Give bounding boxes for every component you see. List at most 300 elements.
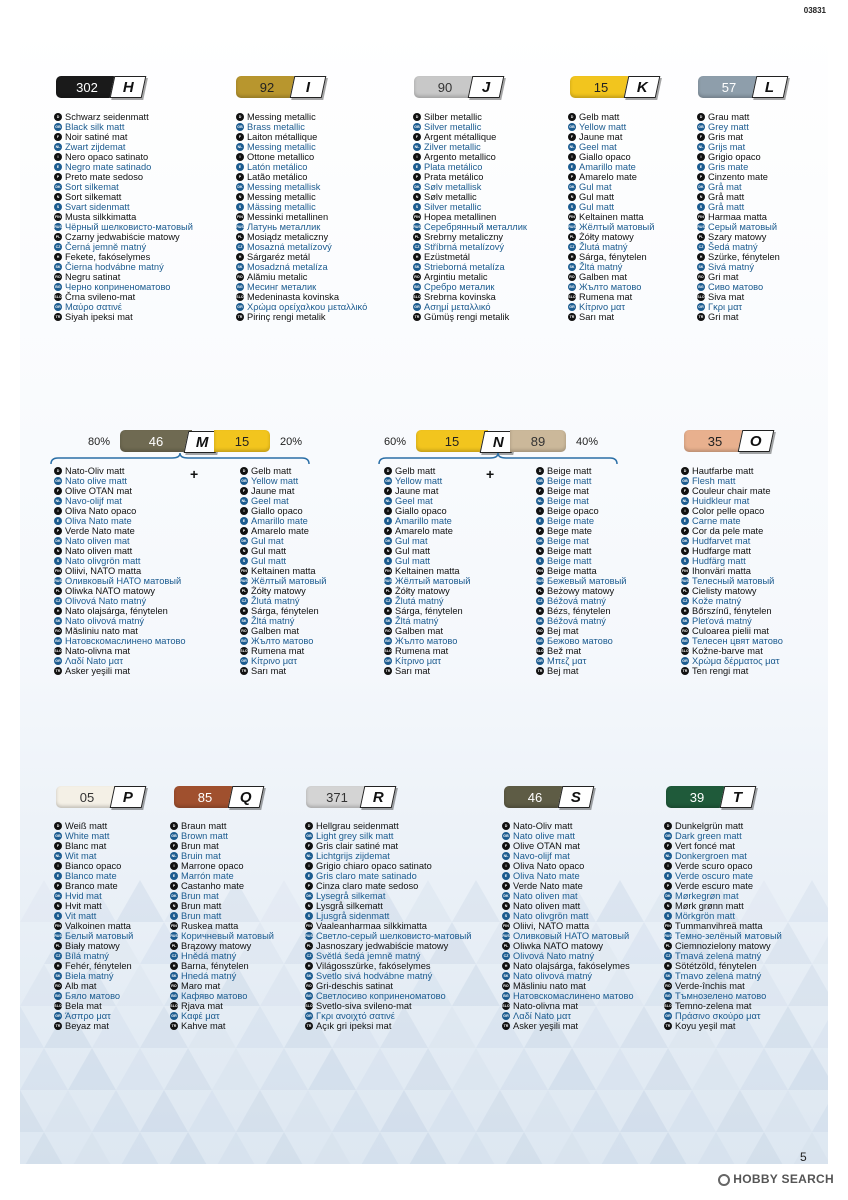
color-name: Blanco mate bbox=[65, 871, 117, 881]
language-code-badge: SLO bbox=[384, 649, 392, 653]
paint-letter: J bbox=[481, 78, 491, 96]
color-name: Λαδί Nato ματ bbox=[65, 656, 124, 666]
list-item bbox=[502, 961, 634, 971]
color-name: Gri mat bbox=[708, 312, 739, 322]
color-name: Латунь металлик bbox=[247, 222, 321, 232]
list-item bbox=[681, 496, 783, 506]
language-code-badge: I bbox=[664, 862, 672, 870]
color-name: Ασημί μεταλλικό bbox=[424, 302, 491, 312]
list-item bbox=[681, 596, 783, 606]
language-code-badge: I bbox=[54, 507, 62, 515]
language-code-badge: CZ bbox=[306, 954, 312, 958]
color-name: Nato olajsárga, fakóselymes bbox=[513, 961, 630, 971]
language-code-badge: TR bbox=[55, 669, 61, 673]
language-code-badge: D bbox=[236, 113, 244, 121]
list-item bbox=[384, 666, 470, 676]
color-name: Geel mat bbox=[395, 496, 433, 506]
language-code-badge: RO bbox=[698, 275, 704, 279]
language-code-badge: SK bbox=[665, 974, 671, 978]
paint-letter: P bbox=[122, 788, 133, 806]
list-item bbox=[236, 192, 367, 202]
language-code-badge: S bbox=[413, 203, 421, 211]
color-name: Galben mat bbox=[579, 272, 628, 282]
language-code-badge: TR bbox=[306, 1024, 312, 1028]
list-item bbox=[502, 881, 634, 891]
list-item bbox=[240, 466, 326, 476]
language-code-badge: GR bbox=[537, 659, 543, 663]
list-item bbox=[54, 576, 186, 586]
list-item bbox=[536, 606, 626, 616]
paint-swatch bbox=[306, 786, 368, 808]
color-name: Hudfarvet mat bbox=[692, 536, 751, 546]
list-item bbox=[568, 302, 654, 312]
color-name: Svetlo-siva svileno-mat bbox=[316, 1001, 412, 1011]
color-name: Mørk grønn matt bbox=[675, 901, 744, 911]
list-item bbox=[536, 646, 626, 656]
color-name: Ezüstmetál bbox=[424, 252, 470, 262]
list-item bbox=[568, 182, 654, 192]
language-code-badge: SK bbox=[55, 974, 61, 978]
language-code-badge: H bbox=[54, 253, 62, 261]
list-item bbox=[54, 262, 193, 272]
color-name: Világosszürke, fakóselymes bbox=[316, 961, 431, 971]
background-triangle bbox=[644, 1048, 692, 1090]
paint-swatch bbox=[236, 76, 298, 98]
color-name: Noir satiné mat bbox=[65, 132, 128, 142]
language-code-badge: SK bbox=[237, 265, 243, 269]
language-code-badge: DK bbox=[241, 539, 247, 543]
color-name: Ten rengi mat bbox=[692, 666, 749, 676]
list-item bbox=[664, 821, 782, 831]
list-item bbox=[54, 881, 133, 891]
watermark bbox=[718, 1172, 834, 1186]
language-code-badge: H bbox=[413, 253, 421, 261]
color-name: Месинг металик bbox=[247, 282, 317, 292]
color-name-list bbox=[502, 821, 634, 1031]
language-code-badge: N bbox=[54, 193, 62, 201]
language-code-badge: PL bbox=[537, 589, 543, 593]
language-code-badge: SLO bbox=[681, 649, 689, 653]
color-name: Gris mate bbox=[708, 162, 749, 172]
language-code-badge: DK bbox=[237, 185, 243, 189]
color-name: Ruskea matta bbox=[181, 921, 239, 931]
list-item bbox=[384, 606, 470, 616]
paint-number: 57 bbox=[721, 79, 737, 95]
language-code-badge: FIN bbox=[569, 215, 575, 219]
language-code-badge: TR bbox=[237, 315, 243, 319]
list-item bbox=[413, 262, 527, 272]
list-item bbox=[170, 1021, 274, 1031]
language-code-badge: D bbox=[54, 822, 62, 830]
color-name: Телесен цвят матово bbox=[692, 636, 783, 646]
language-code-badge: F bbox=[502, 842, 510, 850]
language-code-badge: P bbox=[681, 527, 689, 535]
list-item bbox=[664, 871, 782, 881]
color-name: Béžová matný bbox=[547, 616, 606, 626]
list-item bbox=[54, 172, 193, 182]
list-item bbox=[384, 536, 470, 546]
language-code-badge: SLO bbox=[536, 649, 544, 653]
language-code-badge: CZ bbox=[569, 245, 575, 249]
color-name: Donkergroen mat bbox=[675, 851, 747, 861]
list-item bbox=[536, 526, 626, 536]
color-name: Бежово матово bbox=[547, 636, 613, 646]
language-code-badge: GR bbox=[171, 1014, 177, 1018]
list-item bbox=[568, 192, 654, 202]
list-item bbox=[568, 292, 654, 302]
color-name: Grijs mat bbox=[708, 142, 746, 152]
language-code-badge: S bbox=[54, 557, 62, 565]
plus-sign: + bbox=[190, 466, 199, 482]
color-name: Giallo opaco bbox=[579, 152, 631, 162]
list-item bbox=[413, 242, 527, 252]
list-item bbox=[54, 242, 193, 252]
language-code-badge: N bbox=[568, 193, 576, 201]
color-name: Biela matný bbox=[65, 971, 114, 981]
color-name: Măsliniu nato mat bbox=[65, 626, 138, 636]
list-item bbox=[413, 172, 527, 182]
language-code-badge: BG bbox=[665, 994, 671, 998]
color-name: Amarillo mate bbox=[579, 162, 636, 172]
color-name: Жёлтый матовый bbox=[251, 576, 327, 586]
color-name: Srebrna kovinska bbox=[424, 292, 496, 302]
list-item bbox=[384, 616, 470, 626]
color-name: Bela mat bbox=[65, 1001, 102, 1011]
paint-badge-i bbox=[236, 76, 324, 98]
paint-letter: R bbox=[372, 788, 384, 806]
list-item bbox=[413, 132, 527, 142]
background-triangle bbox=[404, 1048, 452, 1090]
color-name: Beige mat bbox=[547, 496, 589, 506]
list-item bbox=[170, 831, 274, 841]
list-item bbox=[502, 861, 634, 871]
list-item bbox=[568, 312, 654, 322]
list-item bbox=[681, 656, 783, 666]
color-name: Beige opaco bbox=[547, 506, 599, 516]
color-name: Gri-deschis satinat bbox=[316, 981, 393, 991]
language-code-badge: D bbox=[54, 113, 62, 121]
paint-number: 05 bbox=[79, 789, 95, 805]
list-item bbox=[697, 242, 780, 252]
list-item bbox=[170, 961, 274, 971]
background-triangle bbox=[812, 1006, 828, 1048]
list-item bbox=[54, 132, 193, 142]
color-name-list bbox=[236, 112, 367, 322]
list-item bbox=[568, 172, 654, 182]
color-name: Navo-olijf mat bbox=[65, 496, 122, 506]
list-item bbox=[664, 951, 782, 961]
color-name: Couleur chair mate bbox=[692, 486, 771, 496]
language-code-badge: E bbox=[697, 163, 705, 171]
color-name: Καφέ ματ bbox=[181, 1011, 220, 1021]
language-code-badge: RO bbox=[241, 629, 247, 633]
paint-number: 92 bbox=[259, 79, 275, 95]
language-code-badge: E bbox=[681, 517, 689, 525]
list-item bbox=[384, 656, 470, 666]
list-item bbox=[664, 901, 782, 911]
list-item bbox=[54, 556, 186, 566]
color-name: Beige mat bbox=[547, 536, 589, 546]
list-item bbox=[502, 871, 634, 881]
list-item bbox=[568, 252, 654, 262]
language-code-badge: BG bbox=[55, 639, 61, 643]
color-name: Grigio opaco bbox=[708, 152, 761, 162]
language-code-badge: F bbox=[305, 842, 313, 850]
list-item bbox=[697, 182, 780, 192]
list-item bbox=[305, 861, 472, 871]
color-name: Χρώμα ορείχαλκου μεταλλικό bbox=[247, 302, 368, 312]
language-code-badge: FIN bbox=[414, 215, 420, 219]
color-name: Rumena mat bbox=[251, 646, 305, 656]
background-triangle bbox=[620, 1090, 668, 1132]
color-name: Fekete, fakóselymes bbox=[65, 252, 151, 262]
language-code-badge: PL bbox=[241, 589, 247, 593]
list-item bbox=[681, 626, 783, 636]
color-name: Brun mat bbox=[181, 891, 219, 901]
paint-swatch bbox=[56, 76, 118, 98]
list-item bbox=[568, 232, 654, 242]
language-code-badge: FIN bbox=[55, 924, 61, 928]
background-triangle bbox=[44, 1090, 92, 1132]
color-name: Gelb matt bbox=[251, 466, 292, 476]
color-name: Bej mat bbox=[547, 626, 579, 636]
list-item bbox=[681, 636, 783, 646]
language-code-badge: SLO bbox=[568, 295, 576, 299]
list-item bbox=[240, 536, 326, 546]
color-name: Cor da pele mate bbox=[692, 526, 764, 536]
color-name: Amarelo mate bbox=[395, 526, 453, 536]
letter-flag bbox=[752, 76, 789, 98]
color-name: Giallo opaco bbox=[395, 506, 447, 516]
color-name-list bbox=[536, 466, 626, 676]
language-code-badge: DK bbox=[171, 894, 177, 898]
language-code-badge: SLO bbox=[413, 295, 421, 299]
language-code-badge: E bbox=[54, 872, 62, 880]
list-item bbox=[236, 242, 367, 252]
list-item bbox=[240, 656, 326, 666]
list-item bbox=[413, 122, 527, 132]
color-name: Argent métallique bbox=[424, 132, 497, 142]
language-code-badge: GR bbox=[241, 659, 247, 663]
color-name: Blanc mat bbox=[65, 841, 107, 851]
color-name: Sarı mat bbox=[251, 666, 287, 676]
color-name: Olivová Nato matný bbox=[65, 596, 147, 606]
list-item bbox=[384, 586, 470, 596]
color-name: Light grey silk matt bbox=[316, 831, 394, 841]
list-item bbox=[413, 162, 527, 172]
color-name: Black silk matt bbox=[65, 122, 125, 132]
color-name: Beige matta bbox=[547, 566, 597, 576]
language-code-badge: RO bbox=[414, 275, 420, 279]
color-name: Huidkleur mat bbox=[692, 496, 750, 506]
list-item bbox=[54, 486, 186, 496]
color-name: Srebrny metaliczny bbox=[424, 232, 504, 242]
list-item bbox=[170, 971, 274, 981]
background-triangle bbox=[524, 1090, 572, 1132]
color-name: Nato oliven mat bbox=[65, 536, 130, 546]
language-code-badge: BG bbox=[55, 994, 61, 998]
color-name: Beyaz mat bbox=[65, 1021, 109, 1031]
list-item bbox=[236, 162, 367, 172]
color-name: Žlutá matný bbox=[579, 242, 628, 252]
color-name-list bbox=[240, 466, 326, 676]
list-item bbox=[568, 152, 654, 162]
background-triangle bbox=[164, 1048, 212, 1090]
mix-bracket-line bbox=[51, 453, 309, 464]
color-name: Brown matt bbox=[181, 831, 229, 841]
list-item bbox=[305, 1011, 472, 1021]
language-code-badge: D bbox=[240, 467, 248, 475]
list-item bbox=[697, 302, 780, 312]
list-item bbox=[54, 272, 193, 282]
language-code-badge: DK bbox=[55, 539, 61, 543]
list-item bbox=[384, 566, 470, 576]
list-item bbox=[568, 282, 654, 292]
language-code-badge: BG bbox=[306, 994, 312, 998]
list-item bbox=[664, 911, 782, 921]
color-name-list bbox=[54, 112, 193, 322]
color-name: Bézs, fénytelen bbox=[547, 606, 611, 616]
color-name: Nato oliven matt bbox=[65, 546, 133, 556]
color-name-list bbox=[384, 466, 470, 676]
language-code-badge: E bbox=[384, 517, 392, 525]
list-item bbox=[536, 656, 626, 666]
language-code-badge: DK bbox=[55, 185, 61, 189]
language-code-badge: TR bbox=[171, 1024, 177, 1028]
language-code-badge: H bbox=[305, 962, 313, 970]
language-code-badge: PL bbox=[569, 235, 575, 239]
color-name: Rjava mat bbox=[181, 1001, 223, 1011]
paint-number: 39 bbox=[689, 789, 705, 805]
language-code-badge: GR bbox=[385, 659, 391, 663]
language-code-badge: GB bbox=[171, 834, 177, 838]
language-code-badge: F bbox=[54, 842, 62, 850]
color-name: Rumena mat bbox=[395, 646, 449, 656]
color-name: Телесный матовый bbox=[692, 576, 775, 586]
background-triangle bbox=[764, 1090, 812, 1132]
color-name: Grey matt bbox=[708, 122, 749, 132]
list-item bbox=[54, 466, 186, 476]
list-item bbox=[502, 901, 634, 911]
language-code-badge: TR bbox=[665, 1024, 671, 1028]
color-name: Brun mat bbox=[181, 841, 219, 851]
color-name: Vaaleanharmaa silkkimatta bbox=[316, 921, 427, 931]
language-code-badge: FIN bbox=[306, 924, 312, 928]
list-item bbox=[681, 466, 783, 476]
list-item bbox=[54, 202, 193, 212]
list-item bbox=[697, 172, 780, 182]
language-code-badge: DK bbox=[55, 894, 61, 898]
list-item bbox=[568, 162, 654, 172]
list-item bbox=[536, 536, 626, 546]
language-code-badge: GR bbox=[414, 305, 420, 309]
color-name: Žlutá matný bbox=[251, 596, 300, 606]
background-triangle bbox=[644, 1132, 692, 1164]
list-item bbox=[664, 961, 782, 971]
list-item bbox=[236, 122, 367, 132]
color-name: Mörkgrön matt bbox=[675, 911, 735, 921]
language-code-badge: DK bbox=[503, 894, 509, 898]
list-item bbox=[384, 556, 470, 566]
list-item bbox=[413, 202, 527, 212]
language-code-badge: CZ bbox=[237, 245, 243, 249]
language-code-badge: D bbox=[664, 822, 672, 830]
language-code-badge: NL bbox=[414, 145, 420, 149]
language-code-badge: FIN bbox=[241, 569, 247, 573]
color-name: Sort silkemat bbox=[65, 182, 119, 192]
language-code-badge: E bbox=[536, 517, 544, 525]
list-item bbox=[236, 152, 367, 162]
background-triangle bbox=[548, 1048, 596, 1090]
language-code-badge: E bbox=[568, 163, 576, 171]
color-name: Olive OTAN mat bbox=[513, 841, 580, 851]
color-name: Серебрянный металлик bbox=[424, 222, 527, 232]
list-item bbox=[240, 576, 326, 586]
color-name: Sárga, fénytelen bbox=[579, 252, 647, 262]
language-code-badge: GB bbox=[241, 479, 247, 483]
language-code-badge: GB bbox=[537, 479, 543, 483]
paint-letter: S bbox=[570, 788, 581, 806]
color-name: Šedá matný bbox=[708, 242, 758, 252]
language-code-badge: NL bbox=[698, 145, 704, 149]
list-item bbox=[54, 911, 133, 921]
language-code-badge: F bbox=[413, 133, 421, 141]
background-triangle bbox=[116, 1048, 164, 1090]
language-code-badge: BG bbox=[414, 285, 420, 289]
color-name: Siva mat bbox=[708, 292, 745, 302]
color-name-list bbox=[568, 112, 654, 322]
paint-number: 90 bbox=[437, 79, 453, 95]
list-item bbox=[536, 506, 626, 516]
list-item bbox=[236, 222, 367, 232]
language-code-badge: SK bbox=[682, 619, 688, 623]
list-item bbox=[54, 821, 133, 831]
language-code-badge: H bbox=[664, 962, 672, 970]
background-triangle bbox=[740, 1132, 788, 1164]
language-code-badge: N bbox=[697, 193, 705, 201]
language-code-badge: SLO bbox=[54, 649, 62, 653]
list-item bbox=[170, 821, 274, 831]
color-name: Geel mat bbox=[579, 142, 617, 152]
language-code-badge: I bbox=[305, 862, 313, 870]
mix-percent-right: 20% bbox=[280, 436, 303, 448]
color-name: Кафяво матово bbox=[181, 991, 248, 1001]
color-name: Messing metallic bbox=[247, 142, 316, 152]
color-name: Svetlo sivá hodvábne matný bbox=[316, 971, 433, 981]
language-code-badge: RO bbox=[171, 984, 177, 988]
color-name: Plata metálico bbox=[424, 162, 483, 172]
language-code-badge: GB bbox=[55, 125, 61, 129]
language-code-badge: TR bbox=[503, 1024, 509, 1028]
language-code-badge: P bbox=[697, 173, 705, 181]
list-item bbox=[54, 496, 186, 506]
color-name: Темно-зелёный матовый bbox=[675, 931, 782, 941]
list-item bbox=[502, 1021, 634, 1031]
color-name: Tummanvihreä matta bbox=[675, 921, 763, 931]
language-code-badge: RO bbox=[55, 275, 61, 279]
color-name: Nato olive matt bbox=[65, 476, 128, 486]
mix-bracket-line bbox=[379, 453, 617, 464]
list-item bbox=[664, 1011, 782, 1021]
list-item bbox=[236, 302, 367, 312]
list-item bbox=[54, 566, 186, 576]
language-code-badge: P bbox=[664, 882, 672, 890]
list-item bbox=[305, 1021, 472, 1031]
language-code-badge: F bbox=[664, 842, 672, 850]
color-name: Grå matt bbox=[708, 202, 745, 212]
language-code-badge: CZ bbox=[241, 599, 247, 603]
language-code-badge: I bbox=[697, 153, 705, 161]
